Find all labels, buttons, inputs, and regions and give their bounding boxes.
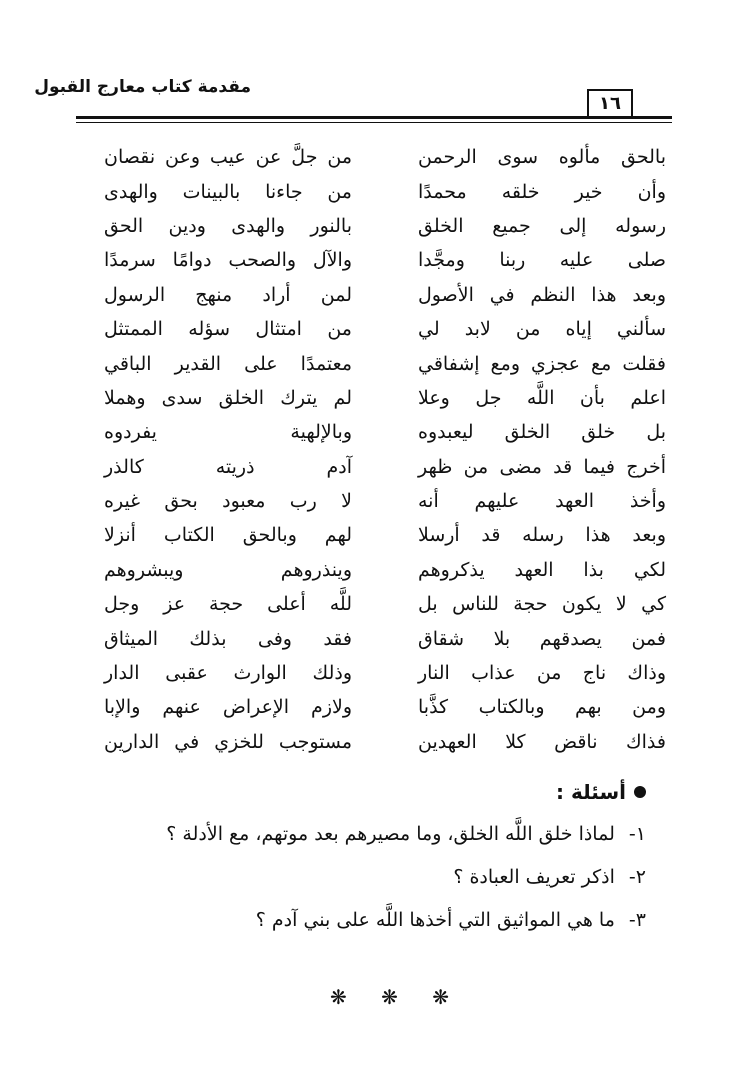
second-hemistich: معتمدًا على القدير الباقي — [104, 352, 352, 375]
first-hemistich: وذاك ناج من عذاب النار — [418, 662, 666, 685]
verse-line — [104, 174, 666, 208]
second-hemistich: لم يترك الخلق سدى وهملا — [104, 386, 352, 409]
first-hemistich: فقلت مع عجزي ومع إشفاقي — [418, 352, 666, 375]
second-hemistich: من جلَّ عن عيب وعن نقصان — [104, 146, 352, 169]
verse-line — [104, 312, 666, 346]
first-hemistich: فذاك ناقض كلا العهدين — [418, 730, 666, 753]
section-separator: ❋ ❋ ❋ — [330, 985, 463, 1009]
verse-line — [104, 140, 666, 174]
second-hemistich: لا رب معبود بحق غيره — [104, 490, 352, 513]
questions-heading — [556, 780, 646, 804]
verse-line — [104, 621, 666, 655]
first-hemistich: رسوله إلى جميع الخلق — [418, 214, 666, 237]
verse-line — [104, 450, 666, 484]
verse-line — [104, 278, 666, 312]
second-hemistich: والآل والصحب دوامًا سرمدًا — [104, 249, 352, 272]
second-hemistich: من امتثال سؤله الممتثل — [104, 318, 352, 341]
verse-line — [104, 243, 666, 277]
bullet-icon — [634, 786, 646, 798]
running-title: مقدمة كتاب معارج القبول — [34, 77, 251, 97]
first-hemistich: ومن بهم وبالكتاب كذَّبا — [418, 696, 666, 719]
verse-line — [104, 415, 666, 449]
first-hemistich: صلى عليه ربنا ومجَّدا — [418, 249, 666, 272]
page-number: ١٦ — [587, 89, 633, 119]
question-item — [166, 823, 646, 845]
question-number: ٢- — [628, 866, 646, 888]
second-hemistich: من جاءنا بالبينات والهدى — [104, 180, 352, 203]
question-text: ما هي المواثيق التي أخذها اللَّه على بني آدم ؟ — [255, 909, 615, 931]
second-hemistich: ولازم الإعراض عنهم والإبا — [104, 696, 352, 719]
question-item — [453, 866, 646, 888]
verse-line — [104, 484, 666, 518]
first-hemistich: لكي بذا العهد يذكروهم — [418, 558, 666, 581]
first-hemistich: أخرج فيما قد مضى من ظهر — [418, 455, 666, 478]
question-number: ٣- — [628, 909, 646, 931]
first-hemistich: كي لا يكون حجة للناس بل — [418, 593, 666, 616]
second-hemistich: وينذروهم ويبشروهم — [104, 558, 352, 581]
verse-line — [104, 518, 666, 552]
question-number: ١- — [628, 823, 646, 845]
second-hemistich: آدم ذريته كالذر — [104, 455, 352, 478]
header-rule-thin — [76, 122, 672, 123]
verse-line — [104, 725, 666, 759]
second-hemistich: للَّه أعلى حجة عز وجل — [104, 593, 352, 616]
question-text: لماذا خلق اللَّه الخلق، وما مصيرهم بعد موتهم، مع الأدلة ؟ — [166, 823, 615, 845]
questions-heading-text: أسئلة : — [556, 780, 626, 804]
first-hemistich: وبعد هذا رسله قد أرسلا — [418, 524, 666, 547]
first-hemistich: وأن خير خلقه محمدًا — [418, 180, 666, 203]
second-hemistich: بالنور والهدى ودين الحق — [104, 214, 352, 237]
second-hemistich: فقد وفى بذلك الميثاق — [104, 627, 352, 650]
poem — [104, 140, 666, 759]
second-hemistich: وبالإلهية يفردوه — [104, 421, 352, 444]
verse-line — [104, 690, 666, 724]
verse-line — [104, 346, 666, 380]
second-hemistich: لهم وبالحق الكتاب أنزلا — [104, 524, 352, 547]
question-item — [256, 909, 646, 931]
second-hemistich: وذلك الوارث عقبى الدار — [104, 662, 352, 685]
second-hemistich: لمن أراد منهج الرسول — [104, 283, 352, 306]
verse-line — [104, 656, 666, 690]
verse-line — [104, 209, 666, 243]
second-hemistich: مستوجب للخزي في الدارين — [104, 730, 352, 753]
verse-line — [104, 381, 666, 415]
first-hemistich: وبعد هذا النظم في الأصول — [418, 283, 666, 306]
verse-line — [104, 587, 666, 621]
first-hemistich: فمن يصدقهم بلا شقاق — [418, 627, 666, 650]
first-hemistich: بل خلق الخلق ليعبدوه — [418, 421, 666, 444]
first-hemistich: سألني إياه من لابد لي — [418, 318, 666, 341]
first-hemistich: اعلم بأن اللَّه جل وعلا — [418, 386, 666, 409]
verse-line — [104, 553, 666, 587]
first-hemistich: وأخذ العهد عليهم أنه — [418, 490, 666, 513]
header-rule-thick — [76, 116, 672, 119]
first-hemistich: بالحق مألوه سوى الرحمن — [418, 146, 666, 169]
question-text: اذكر تعريف العبادة ؟ — [453, 866, 615, 888]
